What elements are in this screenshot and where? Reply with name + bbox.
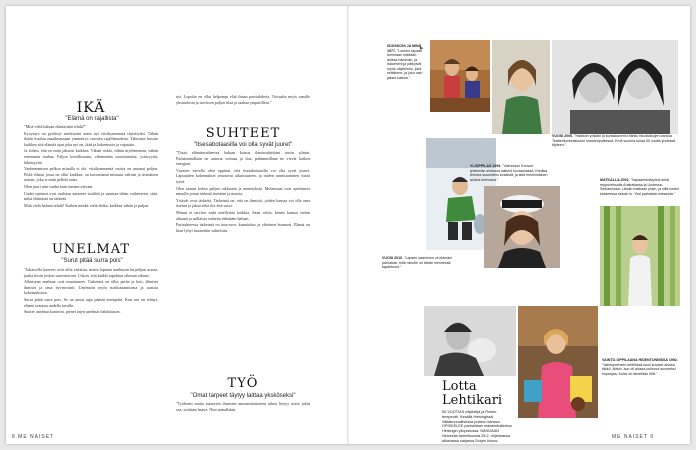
caption-title: VUOSI 2000. — [552, 134, 574, 138]
caption-text: "Lomme tapaan tummaan mäiskän anissa hämmän, ja Isäoimeni ja pätkyivät myös näytelmiin, joita esittimme, ja joku vain jaksoi katsoa." — [387, 48, 423, 80]
paragraph: Vuosien varrella olen oppinut, että itsesabotaasilla voi olla syvät juuret. Lapsuuden kokemukset seuraavat aikuisuuteen, ja niiden tunnistaminen vaatii työtä. — [176, 167, 310, 184]
childhood-photo-graphic — [430, 40, 490, 112]
paragraph: "Työkseni muita auttavien ihmisten ammattitaitoinen tukea löytyy usein jokin osa, sisäinen haava. Niin minullakin. — [176, 401, 310, 412]
photo-childhood — [430, 40, 490, 112]
caption-2000 — [552, 134, 676, 148]
folio-right: ME NAISET 9 — [612, 434, 655, 440]
caption-title: VUOSI 2010. — [382, 256, 404, 260]
subtitle-ika: "Elämä on rajallista" — [65, 116, 119, 122]
paragraph: Aikuisena unelmat ovat muuttuneet. Tärkeintä on ollut perhe ja koti, läheiset ihmiset ja oma hyvinvointi. Unelmoin myös matkustamisesta ja uusista kokemuksista. — [24, 279, 158, 296]
profile-name — [442, 380, 522, 408]
paragraph: Olen saanut kokea paljon rakkautta ja menetyksiä. Molemmat ovat opettaneet minulle jotain tärkeää itsestäni ja muista. — [176, 185, 310, 197]
caption-title: ISOISKONI JA MINÄ 1977. — [387, 44, 422, 53]
profile-last-name: Lehtikari — [442, 393, 503, 408]
photo-bw-friends — [552, 40, 678, 134]
caption-2010 — [382, 256, 452, 270]
paragraph: Vanhenemisen pelkoa minulla ei ole, viisikymmentä vuotta on antanut paljon. Pitkä elämä, jossa on ollut kaikkea, on kasvattanut minusta vahvan ja itsenäisen naisen, joka ei enää pelkää uutta. — [24, 166, 158, 183]
caption-text: "Halkean yöstäni ja kurssikaverini Minttu Muotiaikojen kanssa Teatterikorkeakoulun maisteriputkessa. Emä vuonna tuliaa 50 vuotta yhdessä täyteen." — [552, 134, 676, 147]
heading-tyo: TYÖ — [227, 376, 259, 391]
subtitle-suhteet: "Itsesabotaasilla voi olla syvät juuret" — [193, 142, 293, 148]
paragraph: Olen juuri niin vanha kuin tunnen olevani. — [24, 183, 94, 189]
page-gutter — [347, 6, 349, 444]
photo-vaihto — [518, 306, 598, 418]
column-tyo — [176, 401, 310, 427]
vaihto-photo-graphic — [518, 306, 598, 418]
paragraph: Ystävät ovat tärkeitä. Tärkeintä on, että on ihmisiä, joiden kanssa voi olla oma itsensä ja jakaa sekä ilot että surut. — [176, 197, 310, 209]
caption-title: MATKALLA 2002. — [600, 178, 630, 182]
photo-2000 — [492, 40, 550, 134]
paragraph: Surut pitää surra pois. Se on ainoa tapa päästä eteenpäin. Kun sen on tehnyt, elämä avautuu uudella tavalla. — [24, 296, 158, 308]
arrow-icon: ▸ — [420, 44, 424, 52]
paragraph: Uudet opinnot ovat osaltaan antaneet sisältöä ja suuntaa tähän vaiheeseen, siitä, mikä elämässä on tärkeää. — [24, 190, 158, 202]
photo-2000-graphic — [492, 40, 550, 134]
paragraph: Ja siihen, että en enää jaksaisi kaikkea. Vähän riskiä, vähän myöhemmin, vähän enemmän rauhaa. Paljon kiitollisuutta, vähemmän suorittamista, ystävyyttä, läheisyyttä. — [24, 148, 158, 165]
column-middle-top — [176, 94, 310, 124]
caption-text: "Vapaaehtoistyönä sekä reppureissulla Australiassa ja Uudessa-Seelannissa. Lähdin matkaan yksin, ja sillä tuulen tuiskeessa sekoin lu. Yksi parhaista reissuista." — [600, 178, 680, 196]
caption-ylioppilas — [470, 164, 548, 182]
column-ika — [24, 124, 158, 236]
baby-photo-graphic — [424, 306, 516, 376]
column-unelmat — [24, 267, 158, 427]
magazine-spread — [6, 6, 690, 444]
photo-baby — [424, 306, 516, 376]
caption-text: "Lapsen saaminen oli elämäni parhaista, mitä minulle on tähän mennessä tapahtunut." — [382, 256, 453, 269]
photo-bamboo — [600, 206, 680, 306]
profile-first-name: Lotta — [442, 379, 477, 394]
paragraph: Mitä vielä haluan tehdä? Kaiken minkä vielä ehdin, kaikkea vähän ja paljon. — [24, 202, 150, 208]
profile-bio: 50-VUOTIAS näyttelijä ja Rosen-terapeutti. Kesällä Helsingissä Valtakunnallisessa puiston kanssa. OPISKELEE parhaillaan maisteritutkintoa Helsingin yliopistossa. NÄHDÄÄN Nelosella tammikuusta 28.2. ohjelmassa alkavassa sarjassa Surjen kirous. — [442, 410, 512, 443]
graduation-photo-graphic — [484, 186, 560, 268]
paragraph: Parisuhteessa tärkeintä on tasa-arvo, kunnioitus ja yhteinen huumori. Elämä on liian lyhyt huonoihin suhteisiin. — [176, 222, 310, 233]
subtitle-unelmat: "Surut pitää surra pois" — [61, 258, 123, 264]
caption-vaihto — [602, 358, 680, 376]
paragraph: "Mitä vielä haluan elämästäni tehdä?" — [24, 124, 87, 129]
heading-ika: IKÄ — [76, 100, 106, 116]
paragraph: Minun ei tarvitse enää miellyttää kaikkia. Saan valita, kenen kanssa vietän aikaani ja millaisia suhteita elämääni haluan. — [176, 209, 310, 221]
bamboo-photo-graphic — [600, 206, 680, 306]
paragraph: "Jokaisella haaveet ovat ollut erilaisia, mutta lapsena unelmoin kirjailijan urasta, jonka tiesin joskus saavuttavani. Uskon, että kaikki tapahtuu oikeaan aikaan. — [24, 267, 158, 278]
paragraph: Kysymys on pyörinyt mielessäni aasin nyt viisikymmentä täytettyäni. Tähän ikään kuuluu maailmassaan ymmärrys vuosien rajallisuudesta. Tahtoisin kuvata kaikkea sitä elämää ajan joka nyt on, ikää ja kokemusta ja vapautta. — [24, 130, 158, 147]
bw-photo-graphic — [552, 40, 678, 134]
heading-unelmat: UNELMAT — [51, 242, 131, 257]
caption-title: VAINTO-OPPILAANA HIDENTUNNISSA 1992. — [602, 358, 678, 362]
paragraph: "Tässä elämänvaiheessa haluan katsoa ihmissuhteitani uusin silmin. Parhaimmillaan ne antavat voimaa ja iloa, pahimmillaan ne vievät kaiken energian. — [176, 150, 310, 167]
folio-left: 8 ME NAISET — [12, 434, 55, 440]
caption-text: "Vaihtoperheen keittiössä kuuli kuvaan alussa täkkö, kiitkin, kun oli alussa puhunut suomeksi espanjaa. Koira oli nimeltään Kitti." — [602, 362, 676, 376]
caption-matkalla — [600, 178, 680, 196]
paragraph: työ. Lopulta en ollut helpompi elää ilman parisuhdetta. Toisaalta myös sanalle yksinolosta ja tarvitsen paljon tilaa ja rauhaa ympärilleni." — [176, 94, 310, 105]
caption-text: "Vaimoisun Kouvon lyhimmän ehdossa lakkeni kuvaamassa. Kreikka tekoiva suunnitelu kesäistä, ja siitä ensimmäinen aloitus kerhossa." — [470, 164, 548, 182]
photo-graduation — [484, 186, 560, 268]
subtitle-tyo: "Omat tarpeet täytyy laittaa yksköseksi" — [190, 393, 296, 399]
caption-title: YLIOPPILAS 1994. — [470, 164, 502, 168]
heading-suhteet: SUHTEET — [205, 126, 281, 141]
column-suhteet — [176, 150, 310, 372]
paragraph: Suuret unelmat kantavat, pienet arjen unelmat ilahduttavat. — [24, 309, 121, 315]
